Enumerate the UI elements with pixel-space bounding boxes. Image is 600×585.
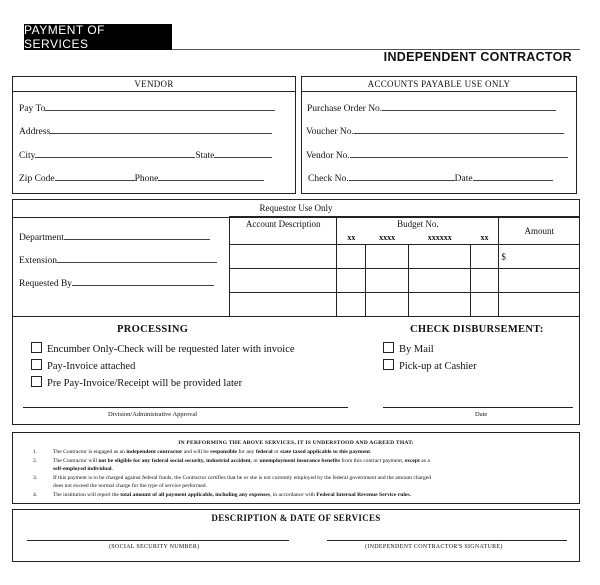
terms-item-text: The Contractor is engaged as an independent contractor and will be responsible for any federal or state taxed applicable to this payment. xyxy=(53,449,372,455)
terms-item: 1. xyxy=(33,449,38,455)
disbursement-option-pickup[interactable]: Pick-up at Cashier xyxy=(383,359,477,372)
accounts-payable-title: ACCOUNTS PAYABLE USE ONLY xyxy=(302,77,576,92)
zip-phone-field[interactable]: Zip Code Phone xyxy=(19,171,264,184)
check-disbursement-title: CHECK DISBURSEMENT: xyxy=(410,324,544,335)
budget-table xyxy=(229,216,580,317)
checkbox[interactable] xyxy=(31,376,42,387)
processing-option-encumber[interactable]: Encumber Only-Check will be requested later with invoice xyxy=(31,342,295,355)
description-box xyxy=(12,509,580,562)
vendor-no-field[interactable]: Vendor No. xyxy=(306,148,568,161)
budget-col-header: xx xyxy=(337,231,365,245)
disbursement-option-mail[interactable]: By Mail xyxy=(383,342,434,355)
extension-field[interactable]: Extension xyxy=(19,253,217,266)
approval-signature-line[interactable] xyxy=(23,407,348,408)
account-cell[interactable] xyxy=(230,245,337,269)
checkbox[interactable] xyxy=(31,359,42,370)
budget-cell[interactable] xyxy=(409,269,471,293)
terms-heading: IN PERFORMING THE ABOVE SERVICES, IT IS UNDERSTOOD AND AGREED THAT: xyxy=(178,440,414,446)
amount-cell[interactable] xyxy=(499,245,580,269)
budget-cell[interactable] xyxy=(471,245,499,269)
budget-cell[interactable] xyxy=(365,269,409,293)
budget-cell[interactable] xyxy=(337,293,365,317)
account-cell[interactable] xyxy=(230,269,337,293)
city-state-field[interactable]: City State xyxy=(19,148,272,161)
amount-cell[interactable] xyxy=(499,293,580,317)
accounts-payable-box xyxy=(301,76,577,194)
terms-item-text: If this payment is to be charged against federal funds, the Contractor certifies that he or she is not currently employed by the federal government and the amount charged xyxy=(53,475,432,481)
budget-cell[interactable] xyxy=(409,245,471,269)
description-title: DESCRIPTION & DATE OF SERVICES xyxy=(211,513,381,523)
processing-title: PROCESSING xyxy=(117,324,189,335)
terms-item-text: The Contractor will not be eligible for any federal social security, industrial accident, or unemployment insurance benefits from this contract payment, except as a xyxy=(53,458,430,464)
ssn-line[interactable] xyxy=(27,540,289,541)
budget-cell[interactable] xyxy=(365,293,409,317)
date-signature-line[interactable] xyxy=(383,407,573,408)
purchase-order-field[interactable]: Purchase Order No. xyxy=(307,101,556,114)
date-label: Date xyxy=(475,411,488,418)
voucher-field[interactable]: Voucher No. xyxy=(306,124,564,137)
amount-cell[interactable] xyxy=(499,269,580,293)
budget-cell[interactable] xyxy=(337,245,365,269)
checkbox[interactable] xyxy=(31,342,42,353)
processing-box xyxy=(12,317,580,425)
dollar-sign: $ xyxy=(501,251,506,262)
processing-option-prepay[interactable]: Pre Pay-Invoice/Receipt will be provided later xyxy=(31,376,242,389)
terms-box xyxy=(12,432,580,504)
account-description-header: Account Description xyxy=(230,217,337,245)
check-date-field[interactable]: Check No. Date xyxy=(308,171,553,184)
requested-by-field[interactable]: Requested By xyxy=(19,276,214,289)
address-field[interactable]: Address xyxy=(19,124,272,137)
budget-col-header: xxxxxx xyxy=(409,231,471,245)
terms-item: 4. xyxy=(33,492,38,498)
contractor-signature-label: (INDEPENDENT CONTRACTOR'S SIGNATURE) xyxy=(365,544,503,550)
vendor-title: VENDOR xyxy=(13,77,295,92)
table-row xyxy=(230,245,580,269)
budget-col-header: xx xyxy=(471,231,499,245)
terms-item: 3. xyxy=(33,475,38,481)
terms-item-text: The institution will report the total amount of all payment applicable, including any expenses, in accordance with Federal Internal Revenue Service rules. xyxy=(53,492,411,498)
ssn-label: (SOCIAL SECURITY NUMBER) xyxy=(109,544,200,550)
contractor-signature-line[interactable] xyxy=(327,540,567,541)
processing-option-pay-invoice[interactable]: Pay-Invoice attached xyxy=(31,359,135,372)
vendor-box xyxy=(12,76,296,194)
requestor-title: Requestor Use Only xyxy=(13,200,579,218)
account-cell[interactable] xyxy=(230,293,337,317)
budget-col-header: xxxx xyxy=(365,231,409,245)
terms-item: 2. xyxy=(33,458,38,464)
form-subtitle: INDEPENDENT CONTRACTOR xyxy=(383,50,572,64)
form-title: PAYMENT OF SERVICES xyxy=(24,23,106,51)
budget-cell[interactable] xyxy=(365,245,409,269)
table-row xyxy=(230,269,580,293)
amount-header: Amount xyxy=(499,217,580,245)
table-row xyxy=(230,293,580,317)
terms-item-text: self-employed individual. xyxy=(53,466,113,472)
budget-cell[interactable] xyxy=(471,269,499,293)
approval-label: Division/Administrative Approval xyxy=(108,411,198,418)
pay-to-field[interactable]: Pay To xyxy=(19,101,275,114)
budget-no-header: Budget No. xyxy=(337,217,499,231)
checkbox[interactable] xyxy=(383,359,394,370)
checkbox[interactable] xyxy=(383,342,394,353)
budget-cell[interactable] xyxy=(337,269,365,293)
budget-cell[interactable] xyxy=(409,293,471,317)
department-field[interactable]: Department xyxy=(19,230,210,243)
form-title-banner xyxy=(24,24,172,50)
terms-item-text: does not exceed the normal charge for the type of service performed. xyxy=(53,483,207,489)
budget-cell[interactable] xyxy=(471,293,499,317)
